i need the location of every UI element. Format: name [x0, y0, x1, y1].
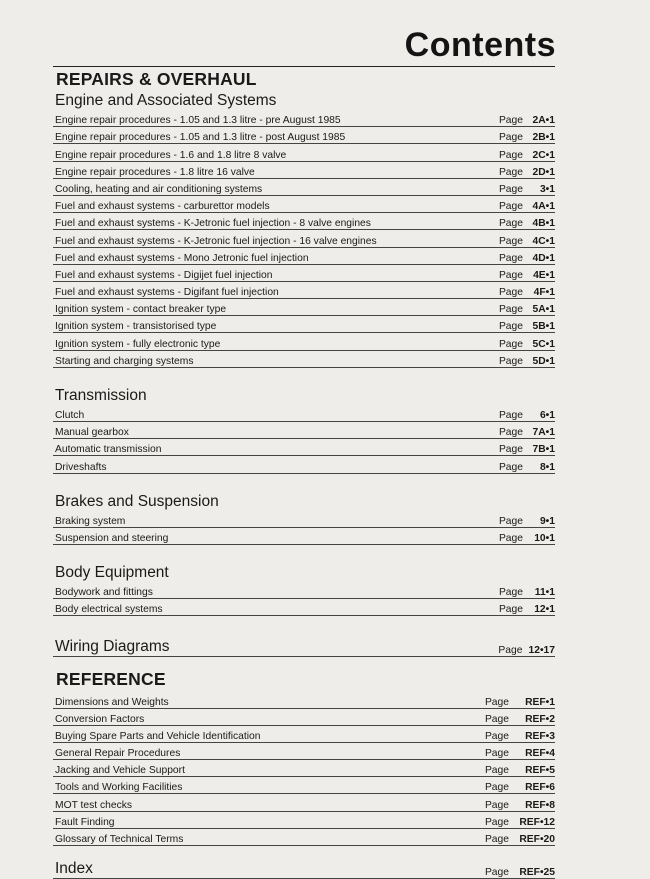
page-word: Page — [484, 765, 509, 777]
page-word: Page — [484, 834, 509, 845]
repairs-groups — [53, 91, 555, 616]
page-word: Page — [498, 201, 523, 213]
toc-entry[interactable] — [53, 599, 555, 616]
entry-label: Fuel and exhaust systems - K-Jetronic fuel injection - 8 valve engines — [55, 218, 371, 230]
entry-label: MOT test checks — [55, 799, 133, 811]
entry-page-number: REF•8 — [525, 799, 555, 811]
entry-page-number: 4E•1 — [533, 269, 555, 281]
toc-entry[interactable] — [53, 248, 555, 265]
entry-page-number: 10•1 — [534, 532, 555, 544]
toc-entry[interactable] — [53, 179, 555, 196]
page-word: Page — [498, 287, 523, 299]
page-word: Page — [484, 748, 509, 760]
entry-page-number: 4D•1 — [532, 252, 555, 264]
entry-label: Fuel and exhaust systems - carburettor models — [55, 201, 270, 213]
toc-entry[interactable] — [53, 230, 555, 247]
group-heading: Transmission — [55, 386, 147, 404]
toc-entry[interactable] — [53, 265, 555, 282]
entry-page-number: REF•3 — [525, 730, 555, 742]
toc-entry[interactable] — [53, 162, 555, 179]
entry-page-number: REF•1 — [525, 696, 555, 708]
toc-entry[interactable] — [53, 282, 555, 299]
index-page: REF•25 — [519, 867, 555, 878]
page-word: Page — [484, 730, 509, 742]
entry-label: Ignition system - transistorised type — [55, 321, 217, 333]
entry-page-number: REF•20 — [519, 834, 555, 845]
page-word: Page — [498, 515, 523, 527]
page-word: Page — [498, 304, 523, 316]
entry-page-number: 5B•1 — [532, 321, 555, 333]
toc-entry[interactable] — [53, 777, 555, 794]
page-word: Page — [484, 696, 509, 708]
entry-label: Bodywork and fittings — [55, 587, 153, 599]
entry-page-number: 9•1 — [539, 515, 555, 527]
entry-page-number: 2C•1 — [532, 149, 555, 161]
page-word: Page — [498, 166, 523, 178]
toc-entry[interactable] — [53, 743, 555, 760]
page-word: Page — [498, 461, 523, 473]
toc-entry[interactable] — [53, 127, 555, 144]
entry-label: Suspension and steering — [55, 532, 169, 544]
page-word: Page — [498, 427, 523, 439]
entry-page-number: 2B•1 — [532, 132, 555, 144]
reference-list — [53, 691, 555, 846]
entry-page-number: REF•2 — [525, 713, 555, 725]
entry-page-number: 2A•1 — [532, 115, 555, 127]
toc-entry[interactable] — [53, 405, 555, 422]
entry-label: Conversion Factors — [55, 713, 145, 725]
group-heading: Engine and Associated Systems — [55, 92, 277, 109]
entry-page-number: 4F•1 — [533, 287, 555, 299]
entry-label: Engine repair procedures - 1.6 and 1.8 litre 8 valve — [55, 149, 287, 161]
toc-entry[interactable] — [53, 351, 555, 368]
page-title: Contents — [404, 26, 556, 64]
entry-page-number: 5A•1 — [532, 304, 555, 316]
toc-entry[interactable] — [53, 726, 555, 743]
entry-label: Fuel and exhaust systems - Mono Jetronic fuel injection — [55, 252, 309, 264]
page-word: Page — [484, 816, 509, 828]
page-word: Page — [498, 149, 523, 161]
toc-entry[interactable] — [53, 709, 555, 726]
toc-entry[interactable] — [53, 213, 555, 230]
entry-label: Fuel and exhaust systems - Digifant fuel injection — [55, 287, 279, 299]
page-word: Page — [484, 799, 509, 811]
toc-entry[interactable] — [53, 196, 555, 213]
reference-heading: REFERENCE — [56, 669, 166, 690]
page-word: Page — [498, 252, 523, 264]
page-word: Page — [498, 115, 523, 127]
entry-label: Fuel and exhaust systems - K-Jetronic fuel injection - 16 valve engines — [55, 235, 377, 247]
toc-entry[interactable] — [53, 439, 555, 456]
toc-entry[interactable] — [53, 456, 555, 473]
entry-page-number: 8•1 — [539, 461, 555, 473]
entry-page-number: 6•1 — [539, 410, 555, 421]
page-word: Page — [498, 604, 523, 616]
page-word: Page — [484, 713, 509, 725]
entry-label: Tools and Working Facilities — [55, 782, 183, 794]
group-heading: Brakes and Suspension — [55, 492, 219, 510]
entry-label: Dimensions and Weights — [55, 696, 169, 708]
entry-page-number: 7A•1 — [532, 427, 555, 439]
entry-label: General Repair Procedures — [55, 748, 181, 760]
entry-label: Manual gearbox — [55, 427, 129, 439]
entry-page-number: 4B•1 — [532, 218, 555, 230]
repairs-heading: REPAIRS & OVERHAUL — [56, 69, 257, 89]
entry-label: Engine repair procedures - 1.05 and 1.3 litre - post August 1985 — [55, 132, 346, 144]
entry-label: Ignition system - contact breaker type — [55, 304, 227, 316]
group-heading: Body Equipment — [55, 563, 169, 581]
entry-label: Buying Spare Parts and Vehicle Identification — [55, 730, 261, 742]
entry-page-number: 4A•1 — [532, 201, 555, 213]
entry-page-number: 5D•1 — [532, 355, 555, 367]
index-label: Index — [55, 860, 93, 877]
entry-label: Jacking and Vehicle Support — [55, 765, 185, 777]
toc-body — [53, 66, 555, 879]
page-word: Page — [498, 321, 523, 333]
entry-label: Automatic transmission — [55, 444, 162, 456]
wiring-diagrams-page: 12•17 — [528, 645, 555, 657]
entry-label: Body electrical systems — [55, 604, 163, 616]
toc-entry[interactable] — [53, 316, 555, 333]
entry-page-number: 12•1 — [534, 604, 555, 616]
toc-entry[interactable] — [53, 528, 555, 545]
wiring-diagrams-label: Wiring Diagrams — [55, 638, 170, 656]
page-word: Page — [498, 183, 523, 195]
entry-page-number: 4C•1 — [532, 235, 555, 247]
entry-label: Engine repair procedures - 1.8 litre 16 valve — [55, 166, 255, 178]
entry-label: Fuel and exhaust systems - Digijet fuel injection — [55, 269, 273, 281]
toc-entry[interactable] — [53, 794, 555, 811]
entry-label: Ignition system - fully electronic type — [55, 338, 221, 350]
entry-label: Clutch — [55, 410, 85, 421]
toc-entry[interactable] — [53, 582, 555, 599]
page-word: Page — [498, 587, 523, 599]
page-word: Page — [498, 218, 523, 230]
toc-entry[interactable] — [53, 511, 555, 528]
toc-entry[interactable] — [53, 299, 555, 316]
entry-page-number: 2D•1 — [532, 166, 555, 178]
page-word: Page — [498, 269, 523, 281]
page-word: Page — [498, 132, 523, 144]
toc-entry[interactable] — [53, 110, 555, 127]
entry-label: Starting and charging systems — [55, 355, 194, 367]
page-word: Page — [498, 645, 523, 657]
entry-page-number: 11•1 — [534, 587, 555, 599]
index-entry[interactable] — [53, 856, 555, 879]
toc-entry[interactable] — [53, 829, 555, 846]
page-word: Page — [498, 410, 523, 421]
page-word: Page — [498, 444, 523, 456]
entry-page-number: REF•4 — [525, 748, 555, 760]
page-word: Page — [498, 355, 523, 367]
entry-page-number: REF•12 — [519, 816, 555, 828]
toc-entry[interactable] — [53, 144, 555, 161]
wiring-diagrams-entry[interactable] — [53, 634, 555, 657]
entry-page-number: REF•6 — [525, 782, 555, 794]
entry-label: Braking system — [55, 515, 126, 527]
entry-label: Glossary of Technical Terms — [55, 834, 184, 845]
toc-entry[interactable] — [53, 691, 555, 708]
entry-page-number: 3•1 — [539, 183, 555, 195]
page-word: Page — [484, 782, 509, 794]
toc-entry[interactable] — [53, 812, 555, 829]
entry-label: Driveshafts — [55, 461, 107, 473]
toc-entry[interactable] — [53, 333, 555, 350]
toc-entry[interactable] — [53, 760, 555, 777]
entry-page-number: REF•5 — [525, 765, 555, 777]
entry-page-number: 7B•1 — [532, 444, 555, 456]
page-word: Page — [498, 235, 523, 247]
page-word: Page — [498, 532, 523, 544]
toc-entry[interactable] — [53, 422, 555, 439]
entry-label: Fault Finding — [55, 816, 115, 828]
entry-page-number: 5C•1 — [532, 338, 555, 350]
page-word: Page — [498, 338, 523, 350]
entry-label: Cooling, heating and air conditioning systems — [55, 183, 263, 195]
page-word: Page — [484, 867, 509, 878]
entry-label: Engine repair procedures - 1.05 and 1.3 litre - pre August 1985 — [55, 115, 341, 127]
